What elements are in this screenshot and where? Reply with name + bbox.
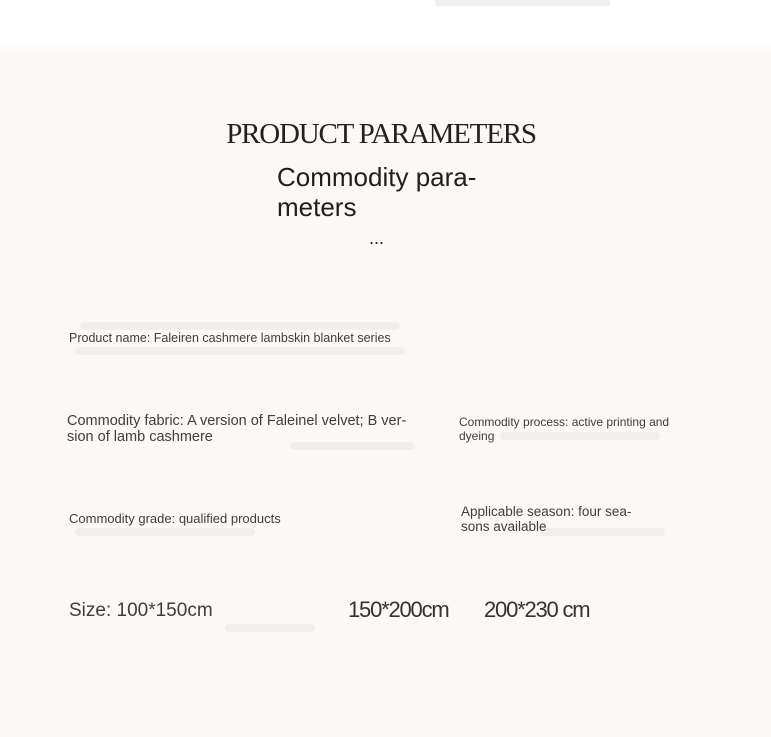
top-divider	[435, 0, 610, 6]
ghost-strip	[80, 322, 400, 330]
season-param: Applicable season: four sea- sons available	[461, 504, 632, 534]
size-option-150x200: 150*200cm	[348, 597, 449, 622]
process-param: Commodity process: active printing and dyeing	[459, 415, 670, 443]
product-name-param: Product name: Faleiren cashmere lambskin blanket series	[69, 331, 391, 345]
ellipsis: ...	[369, 228, 385, 248]
page-subtitle-text: Commodity para- meters	[277, 162, 477, 222]
parameters-panel	[0, 52, 771, 737]
ghost-strip	[225, 624, 315, 632]
grade-param: Commodity grade: qualified products	[69, 511, 281, 526]
page-title: PRODUCT PARAMETERS	[226, 118, 536, 150]
ghost-strip	[75, 528, 255, 536]
ghost-strip	[75, 347, 405, 355]
page-subtitle	[277, 162, 497, 222]
size-option-200x230: 200*230 cm	[484, 597, 590, 622]
size-param: Size: 100*150cm	[69, 600, 213, 621]
fabric-param: Commodity fabric: A version of Faleinel velvet; B ver- sion of lamb cashmere	[67, 413, 407, 445]
